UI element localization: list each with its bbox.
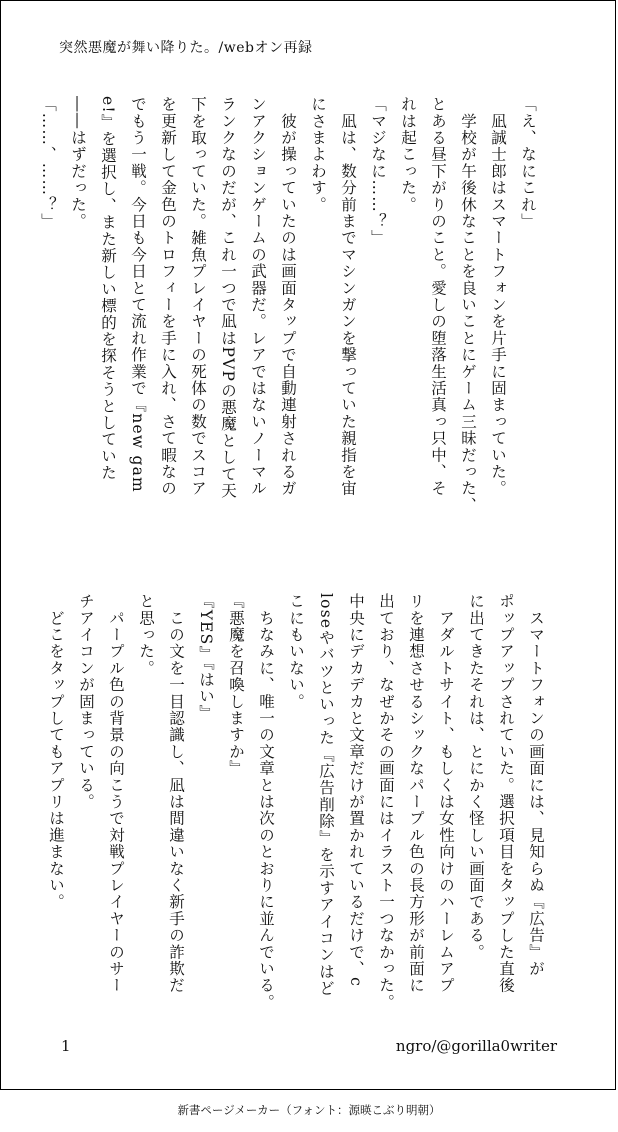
paragraph-line: スマートフォンの画面には、見知らぬ『広告』が [527,593,545,978]
paragraph-line: とある昼下がりのこと。愛しの堕落生活真っ只中、そ [429,96,447,497]
paragraph-line: れは起こった。 [399,96,417,213]
paragraph-line: ちなみに、唯一の文章とは次のとおりに並んでいる。 [257,593,275,1011]
paragraph-line: でもう一戦。今日も今日とて流れ作業で『new gam [129,96,147,493]
paragraph-line: 下を取っていた。雑魚プレイヤーの死体の数でスコア [189,96,207,497]
paragraph-line: リを連想させるシックなパープル色の長方形が前面に [407,593,425,994]
page-number: 1 [61,1037,71,1055]
paragraph-line: チアイコンが固まっている。 [77,593,95,811]
paragraph-line: 学校が午後休なことを良いことにゲーム三昧だった、 [459,96,477,514]
paragraph-line: 「マジなに……？」 [369,96,387,247]
paragraph-line: この文を一目認識し、凪は間違いなく新手の詐欺だ [167,593,185,994]
paragraph-line: にさまよわす。 [309,96,327,213]
paragraph-line: パープル色の背景の向こうで対戦プレイヤーのサー [107,593,125,994]
paragraph-line: 凪誠士郎はスマートフォンを片手に固まっていた。 [489,96,507,497]
paragraph-line: 「え、なにこれ」 [519,96,537,230]
running-header: 突然悪魔が舞い降りた。/webオン再録 [59,40,313,56]
author-credit: ngro/@gorilla0writer [395,1037,557,1055]
paragraph-line: どこをタップしてもアプリは進まない。 [47,593,65,911]
paragraph-line: 中央にデカデカと文章だけが置かれているだけで、c [347,593,365,987]
paragraph-line: と思った。 [137,593,155,677]
paragraph-line: ポップアップされていた。選択項目をタップした直後 [497,593,515,994]
paragraph-line: ――はずだった。 [69,96,87,230]
footer-credit: 新書ページメーカー（フォント：源暎こぶり明朝） [177,1103,441,1117]
text-block-top [33,96,543,536]
paragraph-line: 『YES』『はい』 [197,593,215,722]
paragraph-line: loseやバツといった『広告削除』を示すアイコンはど [317,593,335,997]
paragraph-line: に出てきたそれは、とにかく怪しい画面である。 [467,593,485,961]
paragraph-line: こにもいない。 [287,593,305,710]
paragraph-line: 彼が操っていたのは画面タップで自動連射されるガ [279,96,297,497]
paragraph-line: e!』を選択し、また新しい標的を探そうとしていた [99,96,117,482]
paragraph-line: アダルトサイト、もしくは女性向けのハーレムアプ [437,593,455,994]
paragraph-line: 凪は、数分前までマシンガンを撃っていた親指を宙 [339,96,357,497]
paragraph-line: 出ており、なぜかその画面にはイラスト一つなかった。 [377,593,395,1011]
paragraph-line: 「……、……？」 [39,96,57,230]
paragraph-line: 『悪魔を召喚しますか』 [227,593,245,777]
paragraph-line: ンアクションゲームの武器だ。レアではないノーマル [249,96,267,497]
text-block-bottom [41,593,551,1013]
paragraph-line: ランクなのだが、これ一つで凪はPVPの悪魔として天 [219,96,237,500]
paragraph-line: を更新して金色のトロフィーを手に入れ、さて暇なの [159,96,177,497]
